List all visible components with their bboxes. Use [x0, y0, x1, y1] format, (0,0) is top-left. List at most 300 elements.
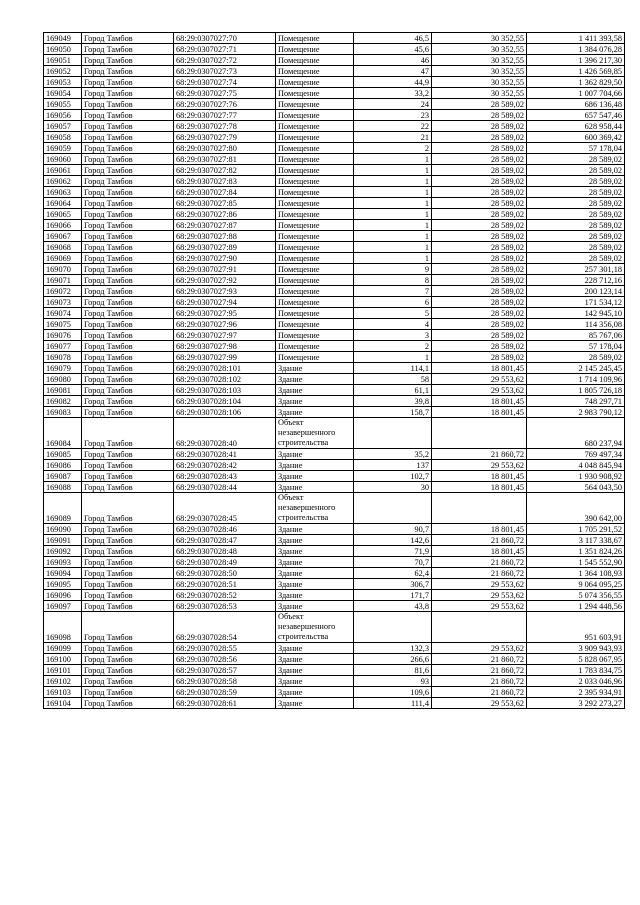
unit-value-cell: 28 589,02	[432, 143, 527, 154]
row-number-cell: 169078	[44, 352, 82, 363]
unit-value-cell: 28 589,02	[432, 275, 527, 286]
area-cell: 2	[354, 341, 432, 352]
area-cell: 30	[354, 482, 432, 493]
cadastral-value-cell: 1 714 109,96	[527, 374, 625, 385]
area-cell: 132,3	[354, 643, 432, 654]
cadastral-value-cell: 3 292 273,27	[527, 698, 625, 709]
row-number-cell: 169051	[44, 55, 82, 66]
object-type-cell: Здание	[276, 568, 354, 579]
unit-value-cell: 18 801,45	[432, 471, 527, 482]
object-type-cell: Здание	[276, 535, 354, 546]
cadastral-number-cell: 68:29:0307028:44	[174, 482, 276, 493]
object-type-cell: Помещение	[276, 330, 354, 341]
object-type-cell: Здание	[276, 579, 354, 590]
cadastral-value-cell: 769 497,34	[527, 449, 625, 460]
city-cell: Город Тамбов	[82, 418, 174, 449]
row-number-cell: 169095	[44, 579, 82, 590]
object-type-cell: Здание	[276, 374, 354, 385]
row-number-cell: 169057	[44, 121, 82, 132]
cadastral-number-cell: 68:29:0307028:101	[174, 363, 276, 374]
cadastral-value-cell: 200 123,14	[527, 286, 625, 297]
city-cell: Город Тамбов	[82, 579, 174, 590]
cadastral-number-cell: 68:29:0307028:43	[174, 471, 276, 482]
cadastral-value-cell: 28 589,02	[527, 352, 625, 363]
city-cell: Город Тамбов	[82, 44, 174, 55]
cadastral-number-cell: 68:29:0307027:73	[174, 66, 276, 77]
city-cell: Город Тамбов	[82, 242, 174, 253]
row-number-cell: 169092	[44, 546, 82, 557]
unit-value-cell: 28 589,02	[432, 264, 527, 275]
city-cell: Город Тамбов	[82, 643, 174, 654]
row-number-cell: 169054	[44, 88, 82, 99]
object-type-cell: Помещение	[276, 231, 354, 242]
row-number-cell: 169087	[44, 471, 82, 482]
cadastral-value-cell: 1 294 448,56	[527, 601, 625, 612]
area-cell: 23	[354, 110, 432, 121]
object-type-cell: Помещение	[276, 253, 354, 264]
area-cell: 47	[354, 66, 432, 77]
cadastral-value-cell: 748 297,71	[527, 396, 625, 407]
cadastral-value-cell: 28 589,02	[527, 176, 625, 187]
row-number-cell: 169053	[44, 77, 82, 88]
city-cell: Город Тамбов	[82, 460, 174, 471]
cadastral-number-cell: 68:29:0307028:48	[174, 546, 276, 557]
table-row	[44, 449, 625, 460]
unit-value-cell: 30 352,55	[432, 66, 527, 77]
unit-value-cell: 28 589,02	[432, 121, 527, 132]
unit-value-cell: 28 589,02	[432, 253, 527, 264]
city-cell: Город Тамбов	[82, 132, 174, 143]
row-number-cell: 169094	[44, 568, 82, 579]
table-row	[44, 341, 625, 352]
object-type-cell: Помещение	[276, 77, 354, 88]
area-cell: 1	[354, 176, 432, 187]
area-cell: 142,6	[354, 535, 432, 546]
row-number-cell: 169104	[44, 698, 82, 709]
cadastral-value-cell: 28 589,02	[527, 154, 625, 165]
unit-value-cell: 29 553,62	[432, 601, 527, 612]
row-number-cell: 169089	[44, 493, 82, 524]
cadastral-number-cell: 68:29:0307028:52	[174, 590, 276, 601]
cadastral-number-cell: 68:29:0307027:76	[174, 99, 276, 110]
unit-value-cell: 21 860,72	[432, 557, 527, 568]
cadastral-value-cell: 228 712,16	[527, 275, 625, 286]
city-cell: Город Тамбов	[82, 601, 174, 612]
cadastral-number-cell: 68:29:0307027:92	[174, 275, 276, 286]
city-cell: Город Тамбов	[82, 612, 174, 643]
row-number-cell: 169058	[44, 132, 82, 143]
cadastral-value-cell: 2 145 245,45	[527, 363, 625, 374]
area-cell: 81,6	[354, 665, 432, 676]
row-number-cell: 169064	[44, 198, 82, 209]
table-row	[44, 418, 625, 449]
object-type-cell: Здание	[276, 396, 354, 407]
row-number-cell: 169073	[44, 297, 82, 308]
table-row	[44, 77, 625, 88]
city-cell: Город Тамбов	[82, 209, 174, 220]
cadastral-number-cell: 68:29:0307028:40	[174, 418, 276, 449]
unit-value-cell: 28 589,02	[432, 352, 527, 363]
cadastral-number-cell: 68:29:0307028:47	[174, 535, 276, 546]
city-cell: Город Тамбов	[82, 121, 174, 132]
row-number-cell: 169100	[44, 654, 82, 665]
cadastral-number-cell: 68:29:0307028:46	[174, 524, 276, 535]
table-row	[44, 385, 625, 396]
row-number-cell: 169050	[44, 44, 82, 55]
city-cell: Город Тамбов	[82, 493, 174, 524]
city-cell: Город Тамбов	[82, 55, 174, 66]
area-cell: 1	[354, 209, 432, 220]
object-type-cell: Объект незавершенного строительства	[276, 418, 354, 449]
row-number-cell: 169097	[44, 601, 82, 612]
row-number-cell: 169055	[44, 99, 82, 110]
object-type-cell: Здание	[276, 482, 354, 493]
table-row	[44, 231, 625, 242]
row-number-cell: 169068	[44, 242, 82, 253]
city-cell: Город Тамбов	[82, 297, 174, 308]
cadastral-number-cell: 68:29:0307027:80	[174, 143, 276, 154]
cadastral-value-cell: 28 589,02	[527, 187, 625, 198]
unit-value-cell: 29 553,62	[432, 590, 527, 601]
table-row	[44, 352, 625, 363]
cadastral-number-cell: 68:29:0307027:72	[174, 55, 276, 66]
unit-value-cell: 21 860,72	[432, 687, 527, 698]
unit-value-cell: 28 589,02	[432, 99, 527, 110]
unit-value-cell: 21 860,72	[432, 676, 527, 687]
city-cell: Город Тамбов	[82, 363, 174, 374]
city-cell: Город Тамбов	[82, 143, 174, 154]
object-type-cell: Здание	[276, 546, 354, 557]
city-cell: Город Тамбов	[82, 471, 174, 482]
unit-value-cell: 29 553,62	[432, 579, 527, 590]
cadastral-value-cell: 28 589,02	[527, 209, 625, 220]
area-cell: 35,2	[354, 449, 432, 460]
unit-value-cell: 30 352,55	[432, 88, 527, 99]
object-type-cell: Здание	[276, 524, 354, 535]
object-type-cell: Здание	[276, 643, 354, 654]
area-cell: 24	[354, 99, 432, 110]
table-row	[44, 66, 625, 77]
object-type-cell: Помещение	[276, 165, 354, 176]
row-number-cell: 169081	[44, 385, 82, 396]
table-row	[44, 612, 625, 643]
table-row	[44, 253, 625, 264]
cadastral-value-cell: 600 369,42	[527, 132, 625, 143]
cadastral-value-cell: 142 945,10	[527, 308, 625, 319]
area-cell: 61,1	[354, 385, 432, 396]
unit-value-cell: 28 589,02	[432, 132, 527, 143]
cadastral-value-cell: 28 589,02	[527, 231, 625, 242]
table-row	[44, 396, 625, 407]
area-cell: 4	[354, 319, 432, 330]
cadastral-number-cell: 68:29:0307027:96	[174, 319, 276, 330]
area-cell: 6	[354, 297, 432, 308]
row-number-cell: 169065	[44, 209, 82, 220]
city-cell: Город Тамбов	[82, 275, 174, 286]
object-type-cell: Здание	[276, 665, 354, 676]
cadastral-number-cell: 68:29:0307028:45	[174, 493, 276, 524]
table-row	[44, 698, 625, 709]
table-row	[44, 209, 625, 220]
table-row	[44, 407, 625, 418]
cadastral-value-cell: 9 064 095,25	[527, 579, 625, 590]
cadastral-value-cell: 390 642,00	[527, 493, 625, 524]
cadastral-number-cell: 68:29:0307027:70	[174, 33, 276, 44]
unit-value-cell: 21 860,72	[432, 568, 527, 579]
cadastral-value-cell: 564 043,50	[527, 482, 625, 493]
area-cell: 306,7	[354, 579, 432, 590]
table-row	[44, 319, 625, 330]
row-number-cell: 169088	[44, 482, 82, 493]
unit-value-cell: 28 589,02	[432, 209, 527, 220]
city-cell: Город Тамбов	[82, 568, 174, 579]
city-cell: Город Тамбов	[82, 308, 174, 319]
area-cell: 171,7	[354, 590, 432, 601]
unit-value-cell: 18 801,45	[432, 407, 527, 418]
cadastral-number-cell: 68:29:0307028:61	[174, 698, 276, 709]
table-row	[44, 535, 625, 546]
area-cell: 1	[354, 242, 432, 253]
unit-value-cell: 28 589,02	[432, 110, 527, 121]
row-number-cell: 169060	[44, 154, 82, 165]
unit-value-cell: 30 352,55	[432, 77, 527, 88]
object-type-cell: Здание	[276, 471, 354, 482]
row-number-cell: 169061	[44, 165, 82, 176]
row-number-cell: 169062	[44, 176, 82, 187]
city-cell: Город Тамбов	[82, 253, 174, 264]
object-type-cell: Помещение	[276, 132, 354, 143]
cadastral-value-cell: 951 603,91	[527, 612, 625, 643]
unit-value-cell: 28 589,02	[432, 308, 527, 319]
object-type-cell: Здание	[276, 557, 354, 568]
row-number-cell: 169056	[44, 110, 82, 121]
cadastral-value-cell: 1 411 393,58	[527, 33, 625, 44]
table-row	[44, 176, 625, 187]
area-cell: 5	[354, 308, 432, 319]
unit-value-cell: 28 589,02	[432, 242, 527, 253]
object-type-cell: Помещение	[276, 88, 354, 99]
object-type-cell: Помещение	[276, 44, 354, 55]
table-row	[44, 165, 625, 176]
table-row	[44, 568, 625, 579]
area-cell: 22	[354, 121, 432, 132]
cadastral-value-cell: 1 364 108,93	[527, 568, 625, 579]
table-row	[44, 643, 625, 654]
row-number-cell: 169093	[44, 557, 82, 568]
unit-value-cell: 30 352,55	[432, 33, 527, 44]
city-cell: Город Тамбов	[82, 187, 174, 198]
table-row	[44, 286, 625, 297]
unit-value-cell: 21 860,72	[432, 665, 527, 676]
object-type-cell: Помещение	[276, 143, 354, 154]
unit-value-cell: 18 801,45	[432, 482, 527, 493]
table-row	[44, 121, 625, 132]
table-row	[44, 99, 625, 110]
table-row	[44, 88, 625, 99]
cadastral-number-cell: 68:29:0307027:83	[174, 176, 276, 187]
table-row	[44, 33, 625, 44]
city-cell: Город Тамбов	[82, 557, 174, 568]
unit-value-cell: 29 553,62	[432, 374, 527, 385]
unit-value-cell: 28 589,02	[432, 154, 527, 165]
area-cell: 45,6	[354, 44, 432, 55]
object-type-cell: Здание	[276, 687, 354, 698]
row-number-cell: 169071	[44, 275, 82, 286]
object-type-cell: Помещение	[276, 154, 354, 165]
cadastral-value-cell: 1 384 076,28	[527, 44, 625, 55]
city-cell: Город Тамбов	[82, 264, 174, 275]
area-cell: 1	[354, 231, 432, 242]
area-cell: 71,9	[354, 546, 432, 557]
table-row	[44, 198, 625, 209]
city-cell: Город Тамбов	[82, 286, 174, 297]
object-type-cell: Помещение	[276, 275, 354, 286]
unit-value-cell: 21 860,72	[432, 449, 527, 460]
cadastral-value-cell: 4 048 845,94	[527, 460, 625, 471]
area-cell: 58	[354, 374, 432, 385]
table-row	[44, 297, 625, 308]
cadastral-number-cell: 68:29:0307028:41	[174, 449, 276, 460]
table-row	[44, 308, 625, 319]
row-number-cell: 169075	[44, 319, 82, 330]
table-row	[44, 482, 625, 493]
cadastral-number-cell: 68:29:0307028:51	[174, 579, 276, 590]
city-cell: Город Тамбов	[82, 77, 174, 88]
city-cell: Город Тамбов	[82, 66, 174, 77]
object-type-cell: Здание	[276, 590, 354, 601]
unit-value-cell: 30 352,55	[432, 44, 527, 55]
cadastral-number-cell: 68:29:0307027:77	[174, 110, 276, 121]
unit-value-cell: 28 589,02	[432, 231, 527, 242]
city-cell: Город Тамбов	[82, 396, 174, 407]
table-row	[44, 579, 625, 590]
area-cell: 1	[354, 154, 432, 165]
unit-value-cell: 28 589,02	[432, 165, 527, 176]
row-number-cell: 169077	[44, 341, 82, 352]
city-cell: Город Тамбов	[82, 524, 174, 535]
cadastral-number-cell: 68:29:0307027:78	[174, 121, 276, 132]
cadastral-value-cell: 680 237,94	[527, 418, 625, 449]
row-number-cell: 169099	[44, 643, 82, 654]
cadastral-number-cell: 68:29:0307027:86	[174, 209, 276, 220]
row-number-cell: 169091	[44, 535, 82, 546]
row-number-cell: 169096	[44, 590, 82, 601]
table-body	[44, 33, 625, 709]
cadastral-number-cell: 68:29:0307027:97	[174, 330, 276, 341]
unit-value-cell: 21 860,72	[432, 654, 527, 665]
table-row	[44, 524, 625, 535]
cadastral-number-cell: 68:29:0307028:55	[174, 643, 276, 654]
city-cell: Город Тамбов	[82, 654, 174, 665]
cadastral-value-cell: 2 395 934,91	[527, 687, 625, 698]
cadastral-number-cell: 68:29:0307028:102	[174, 374, 276, 385]
city-cell: Город Тамбов	[82, 546, 174, 557]
cadastral-number-cell: 68:29:0307028:57	[174, 665, 276, 676]
area-cell: 1	[354, 198, 432, 209]
row-number-cell: 169086	[44, 460, 82, 471]
row-number-cell: 169101	[44, 665, 82, 676]
cadastral-number-cell: 68:29:0307028:42	[174, 460, 276, 471]
area-cell: 102,7	[354, 471, 432, 482]
object-type-cell: Помещение	[276, 220, 354, 231]
object-type-cell: Помещение	[276, 176, 354, 187]
unit-value-cell: 29 553,62	[432, 460, 527, 471]
city-cell: Город Тамбов	[82, 590, 174, 601]
row-number-cell: 169080	[44, 374, 82, 385]
area-cell: 46	[354, 55, 432, 66]
cadastral-number-cell: 68:29:0307027:93	[174, 286, 276, 297]
table-row	[44, 374, 625, 385]
area-cell: 46,5	[354, 33, 432, 44]
unit-value-cell: 29 553,62	[432, 643, 527, 654]
area-cell: 114,1	[354, 363, 432, 374]
area-cell	[354, 493, 432, 524]
cadastral-number-cell: 68:29:0307027:84	[174, 187, 276, 198]
area-cell: 8	[354, 275, 432, 286]
cadastral-value-cell: 28 589,02	[527, 198, 625, 209]
object-type-cell: Здание	[276, 698, 354, 709]
object-type-cell: Помещение	[276, 66, 354, 77]
city-cell: Город Тамбов	[82, 176, 174, 187]
cadastral-number-cell: 68:29:0307027:79	[174, 132, 276, 143]
cadastral-number-cell: 68:29:0307027:94	[174, 297, 276, 308]
object-type-cell: Помещение	[276, 99, 354, 110]
cadastral-number-cell: 68:29:0307028:59	[174, 687, 276, 698]
row-number-cell: 169076	[44, 330, 82, 341]
unit-value-cell: 30 352,55	[432, 55, 527, 66]
area-cell: 43,8	[354, 601, 432, 612]
city-cell: Город Тамбов	[82, 198, 174, 209]
unit-value-cell: 28 589,02	[432, 220, 527, 231]
object-type-cell: Здание	[276, 363, 354, 374]
cadastral-number-cell: 68:29:0307028:50	[174, 568, 276, 579]
city-cell: Город Тамбов	[82, 482, 174, 493]
table-row	[44, 187, 625, 198]
object-type-cell: Помещение	[276, 242, 354, 253]
unit-value-cell: 18 801,45	[432, 363, 527, 374]
cadastral-value-cell: 114 356,08	[527, 319, 625, 330]
cadastral-number-cell: 68:29:0307027:71	[174, 44, 276, 55]
cadastral-value-cell: 1 426 569,85	[527, 66, 625, 77]
unit-value-cell: 28 589,02	[432, 198, 527, 209]
object-type-cell: Помещение	[276, 319, 354, 330]
area-cell: 3	[354, 330, 432, 341]
cadastral-number-cell: 68:29:0307028:49	[174, 557, 276, 568]
row-number-cell: 169063	[44, 187, 82, 198]
area-cell: 7	[354, 286, 432, 297]
table-row	[44, 330, 625, 341]
cadastral-value-cell: 1 362 829,50	[527, 77, 625, 88]
row-number-cell: 169082	[44, 396, 82, 407]
row-number-cell: 169083	[44, 407, 82, 418]
area-cell: 1	[354, 253, 432, 264]
city-cell: Город Тамбов	[82, 220, 174, 231]
city-cell: Город Тамбов	[82, 341, 174, 352]
unit-value-cell: 18 801,45	[432, 396, 527, 407]
cadastral-number-cell: 68:29:0307027:90	[174, 253, 276, 264]
cadastral-number-cell: 68:29:0307028:104	[174, 396, 276, 407]
table-row	[44, 460, 625, 471]
table-row	[44, 363, 625, 374]
unit-value-cell: 28 589,02	[432, 297, 527, 308]
cadastral-value-cell: 28 589,02	[527, 220, 625, 231]
unit-value-cell: 28 589,02	[432, 187, 527, 198]
area-cell: 1	[354, 165, 432, 176]
table-row	[44, 471, 625, 482]
area-cell: 44,9	[354, 77, 432, 88]
cadastral-value-cell: 1 930 908,92	[527, 471, 625, 482]
object-type-cell: Помещение	[276, 308, 354, 319]
